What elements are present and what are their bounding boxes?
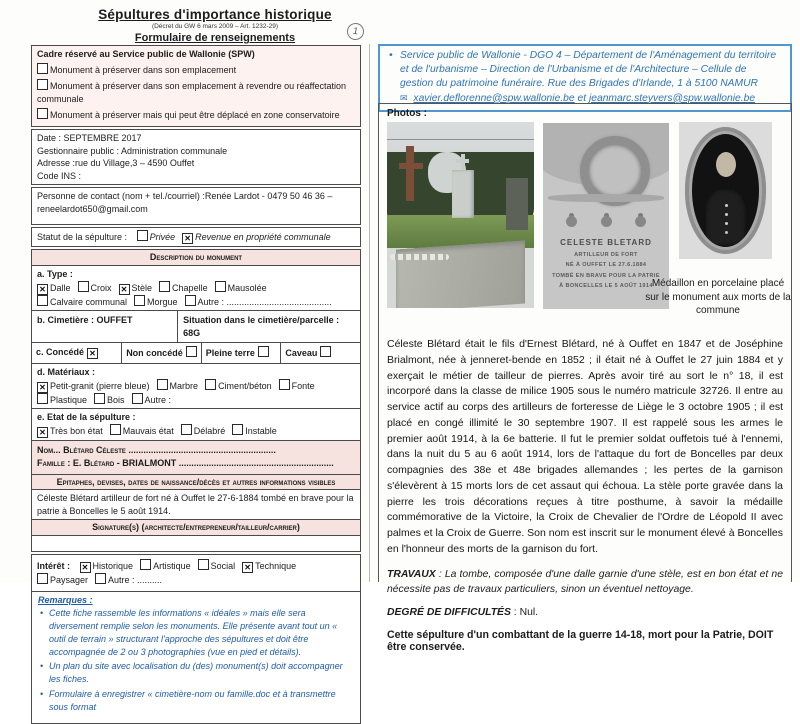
page-subtitle: (Décret du GW 6 mars 2009 – Art. 1232-29) xyxy=(151,23,279,30)
checkbox-option[interactable] xyxy=(37,108,355,122)
photos-area xyxy=(387,119,791,331)
checkbox-label: Autre : xyxy=(144,394,172,405)
info-line: Adresse :rue du Village,3 – 4590 Ouffet xyxy=(37,158,195,169)
checkbox-option[interactable] xyxy=(205,379,272,393)
checkbox-label: Social xyxy=(210,561,236,572)
checkbox-label: Monument à préserver dans son emplacement xyxy=(50,65,237,76)
checkbox-label: Chapelle xyxy=(172,282,208,293)
checkbox-option[interactable] xyxy=(279,379,315,393)
checkbox[interactable] xyxy=(157,379,168,390)
checkbox[interactable] xyxy=(132,393,143,404)
checkbox-option[interactable] xyxy=(140,559,191,573)
checkbox[interactable] xyxy=(185,295,196,306)
checkbox-option[interactable] xyxy=(157,379,199,393)
checkbox-label: Plastique xyxy=(50,394,88,405)
checkbox-option[interactable] xyxy=(37,79,355,105)
stone-scroll xyxy=(548,194,664,202)
checkbox-label: Morgue xyxy=(147,296,178,307)
checkbox[interactable]: ✕ xyxy=(80,562,91,573)
inscription-line: CELESTE BLETARD xyxy=(560,237,652,247)
medal-carving xyxy=(601,216,612,227)
checkbox-label: Instable xyxy=(245,425,277,436)
checkbox[interactable]: ✕ xyxy=(37,284,48,295)
checkbox-label: Autre : .......................................... xyxy=(197,296,332,307)
checkbox[interactable] xyxy=(205,379,216,390)
checkbox-option[interactable] xyxy=(37,425,103,438)
remarque-bullet: • Un plan du site avec localisation du (des) monument(s) doit accompagner les fiches. xyxy=(38,660,354,686)
checkbox[interactable] xyxy=(198,559,209,570)
checkbox-option[interactable] xyxy=(37,63,355,77)
contact-person-box xyxy=(31,187,361,225)
checkbox[interactable] xyxy=(320,346,331,357)
photo-stele xyxy=(452,170,474,218)
epitaphes-text: Céleste Blétard artilleur de fort né à Ouffet le 27-6-1884 tombé en brave pour la patrie à Boncelles le 5 août 1914. xyxy=(37,493,354,516)
checkbox-option[interactable] xyxy=(137,230,176,244)
checkbox-label: Technique xyxy=(255,561,297,572)
porcelain-medallion-photo xyxy=(679,122,772,259)
cimetiere-value: b. Cimetière : OUFFET xyxy=(32,311,178,342)
contact-person-text: Personne de contact (nom + tel./courriel) :Renée Lardot - 0479 50 46 36 – reneelardot650@gmail.com xyxy=(37,191,333,214)
remarque-bullet: • Formulaire à enregistrer « cimetière-nom ou famille.doc et à transmettre sous format xyxy=(38,688,354,714)
statut-options xyxy=(137,232,338,242)
checkbox-label: Dalle xyxy=(50,282,71,293)
type-label: a. Type : xyxy=(37,268,73,279)
etat-label: e. Etat de la sépulture : xyxy=(37,412,136,423)
epitaphes-header: Epitaphes, devises, dates de naissance/décès et autres informations visibles xyxy=(31,474,361,491)
remarque-bullet: • Cette fiche rassemble les informations « idéales » mais elle sera diversement remplie selon les monuments. Elle présente avant tout un « outil de terrain » structurant l'approche des sépultures et doit être accompagnée de 2 ou 3 photographies (vue en pied et détails). xyxy=(38,607,354,659)
checkbox-option[interactable] xyxy=(198,559,236,573)
page-title: Sépultures d'importance historique xyxy=(98,7,332,22)
checkbox[interactable]: ✕ xyxy=(37,382,48,393)
checkbox-label: Pleine terre xyxy=(205,348,255,359)
checkbox-label: Marbre xyxy=(169,380,199,391)
photo-stele-cross-arm xyxy=(456,159,469,163)
checkbox[interactable] xyxy=(134,295,145,306)
checkbox-label: Calvaire communal xyxy=(50,296,128,307)
checkbox-option[interactable] xyxy=(181,424,226,438)
checkbox-label: Petit-granit (pierre bleue) xyxy=(50,380,150,391)
photo-white-stones xyxy=(390,254,449,260)
checkbox-option[interactable] xyxy=(119,282,153,295)
checkbox-option[interactable] xyxy=(182,231,331,244)
checkbox-option[interactable] xyxy=(132,393,172,407)
checkbox-option[interactable] xyxy=(110,424,174,438)
epitaphes-text-box xyxy=(31,489,361,520)
checkbox[interactable] xyxy=(37,573,48,584)
photo-iron-cross xyxy=(406,146,414,201)
remarques-list xyxy=(38,607,354,713)
checkbox-option[interactable] xyxy=(134,295,178,309)
checkbox[interactable] xyxy=(37,79,48,90)
form-title: Formulaire de renseignements xyxy=(134,32,296,44)
checkbox[interactable]: ✕ xyxy=(242,562,253,573)
checkbox-label: Délabré xyxy=(193,425,226,436)
checkbox[interactable] xyxy=(159,281,170,292)
interet-options xyxy=(37,561,303,585)
checkbox[interactable]: ✕ xyxy=(182,233,193,244)
statut-box xyxy=(31,227,361,247)
checkbox-label: Historique xyxy=(92,561,134,572)
checkbox[interactable]: ✕ xyxy=(119,284,130,295)
remarques-box xyxy=(31,591,361,724)
checkbox[interactable]: ✕ xyxy=(87,348,98,359)
checkbox-option[interactable] xyxy=(280,343,360,363)
signature-header: Signature(s) (architecte/entrepreneur/tailleur/carrier) xyxy=(31,519,361,536)
email-icon: ✉ xyxy=(400,92,408,103)
checkbox-option[interactable] xyxy=(37,393,87,407)
family-name: Famille : E. Blétard - BRIALMONT .............................................................. xyxy=(37,458,334,469)
checkbox-label: c. Concédé xyxy=(36,347,85,358)
checkbox-label: Stèle xyxy=(131,282,153,293)
form-left-column xyxy=(31,46,361,724)
checkbox-label: Mausolée xyxy=(227,282,267,293)
etat-options xyxy=(37,424,355,438)
inscription-line: ARTILLEUR DE FORT xyxy=(574,251,638,258)
checkbox-option[interactable] xyxy=(121,343,201,363)
scan-fold-divider xyxy=(369,44,370,582)
medal-carving xyxy=(635,216,646,227)
checkbox-option[interactable] xyxy=(80,560,134,573)
checkbox-option[interactable] xyxy=(232,424,277,438)
info-line: Date : SEPTEMBRE 2017 xyxy=(37,132,142,143)
deceased-name: Nom... Blétard Céleste ........................................................... xyxy=(37,444,276,455)
checkbox-label: Non concédé xyxy=(126,348,183,359)
degre-label: DEGRÉ DE DIFFICULTÉS xyxy=(387,606,511,618)
photo-powerline xyxy=(387,139,534,140)
portrait-oval xyxy=(692,134,759,246)
checkbox-label: Mauvais état xyxy=(122,425,174,436)
type-options xyxy=(37,281,355,309)
soldier-face xyxy=(716,152,736,177)
checkbox-option[interactable] xyxy=(159,281,208,295)
checkbox[interactable] xyxy=(37,393,48,404)
checkbox-option[interactable] xyxy=(215,281,267,295)
degre-line xyxy=(387,607,783,618)
checkbox-label: Monument à préserver dans son emplacement à revendre ou réaffectation communale xyxy=(37,81,347,104)
email-separator: et xyxy=(577,92,587,104)
photo-iron-cross-arm xyxy=(399,163,423,169)
interet-row xyxy=(31,554,361,592)
checkbox[interactable] xyxy=(37,108,48,119)
checkbox-label: Artistique xyxy=(153,561,191,572)
checkbox-option[interactable] xyxy=(37,282,71,295)
photos-label: Photos : xyxy=(387,108,427,119)
checkbox[interactable]: ✕ xyxy=(37,427,48,438)
uniform-buttons xyxy=(725,204,728,207)
checkbox-option[interactable] xyxy=(37,380,150,393)
materiaux-row xyxy=(31,363,361,409)
checkbox-option[interactable] xyxy=(78,281,112,295)
checkbox-label: Croix xyxy=(90,282,112,293)
photo-grave-slab xyxy=(396,240,525,308)
cimetiere-row xyxy=(31,310,361,343)
page-number-badge: 1 xyxy=(345,21,365,41)
admin-info-box xyxy=(31,129,361,185)
checkbox-label: Ciment/béton xyxy=(218,380,272,391)
checkbox-option[interactable] xyxy=(185,295,332,309)
spw-address-text: • Service public de Wallonie - DGO 4 – Département de l'Aménagement du territoire et de l'urbanisme – Direction de l'Urbanisme et de l'Architecture – Cellule de gestion du patrimoine funéraire. Rue des Brigades d'Irlande, 1 à 5100 NAMUR xyxy=(388,49,782,91)
medal-carving xyxy=(566,216,577,227)
signature-empty-area xyxy=(31,535,361,552)
email-link-steyvers[interactable]: jeanmarc.steyvers@spw.wallonie.be xyxy=(588,92,756,104)
checkbox[interactable] xyxy=(140,559,151,570)
checkbox-label: Très bon état xyxy=(50,425,103,436)
name-family-box xyxy=(31,440,361,475)
checkbox[interactable] xyxy=(258,346,269,357)
soldier-uniform xyxy=(704,188,747,246)
degre-text: : Nul. xyxy=(510,606,539,618)
cemetery-photo xyxy=(387,122,534,308)
checkbox-label: Paysager xyxy=(50,575,89,586)
checkbox[interactable] xyxy=(181,424,192,435)
spw-contact-box xyxy=(378,44,792,112)
document-header xyxy=(60,7,370,44)
inscription-line: TOMBÉ EN BRAVE POUR LA PATRIE xyxy=(552,272,660,279)
conclusion-text: Cette sépulture d'un combattant de la guerre 14-18, mort pour la Patrie, DOIT être conservée. xyxy=(387,628,774,653)
etat-row xyxy=(31,408,361,441)
checkbox-option[interactable] xyxy=(95,573,162,587)
email-link-deflorenne[interactable]: xavier.deflorenne@spw.wallonie.be xyxy=(413,92,575,104)
spw-options xyxy=(37,63,355,121)
medallion-caption: Médaillon en porcelaine placé sur le monument aux morts de la commune xyxy=(645,278,791,316)
spw-box-title: Cadre réservé au Service public de Wallonie (SPW) xyxy=(37,49,255,59)
spw-reserved-box xyxy=(31,45,361,127)
photos-and-history-box xyxy=(378,103,792,653)
concession-row xyxy=(31,342,361,364)
checkbox-label: Autre : .......... xyxy=(108,575,163,586)
checkbox[interactable] xyxy=(37,295,48,306)
materiaux-label: d. Matériaux : xyxy=(37,366,96,377)
parcelle-value: Situation dans le cimetière/parcelle : 68G xyxy=(183,315,340,338)
travaux-label: TRAVAUX xyxy=(387,568,436,580)
remarques-title: Remarques : xyxy=(38,594,93,605)
checkbox[interactable] xyxy=(186,346,197,357)
statut-label: Statut de la sépulture : xyxy=(37,232,128,243)
info-line: Code INS : xyxy=(37,170,82,181)
checkbox-label: Fonte xyxy=(291,380,315,391)
materiaux-options xyxy=(37,379,355,407)
checkbox-option[interactable] xyxy=(242,560,296,573)
checkbox[interactable] xyxy=(215,281,226,292)
interet-label: Intérêt : xyxy=(37,561,71,572)
admin-info-lines xyxy=(37,132,355,182)
biography-paragraph: Céleste Blétard était le fils d'Ernest Blétard, né à Ouffet en 1847 et de Joséphine Brialmont, née à jenneret-bende en 1852 ; il était né à Ouffet le 27 juin 1884 et y exerçait le métier de tailleur de pierres. Après avoir tiré au sort le n° 18, il est incorporé dans la classe de milice 1905 sous le numéro matricule 32726. Il entre au service actif au corps des artilleurs de forteresse de Liège le 3 octobre 1905 ; il est placé en congé illimité le 30 septembre 1907. Il est rappelé sous les armes le premier août 1914, à la 6e batterie. Il fut le premier soldat ouffetois tué à l'ennemi, dans la nuit du 5 au 6 août 1914, lors de l'attaque du fort de Boncelles par deux compagnies des 38e et 48e brigades allemandes ; les pertes de la garnison s'élevèrent à 15 morts lors de cet assaut qui échoua. La stèle porte gravée dans la pierre les trois décorations reçues à titre posthume, à savoir la médaille commémorative de la Victoire, la Croix de Chevalier de l'Ordre de Léopold II avec palmes et la Croix de Guerre. Son nom est inscrit sur le monument élevé à Boncelles en l'honneur des morts de la garnison du fort. xyxy=(387,338,783,555)
checkbox[interactable] xyxy=(95,573,106,584)
checkbox-label: Bois xyxy=(107,394,125,405)
checkbox-option[interactable] xyxy=(32,343,121,363)
checkbox-option[interactable] xyxy=(94,393,125,407)
inscription-line: À BONCELLES LE 5 AOÛT 1914 xyxy=(559,283,653,290)
inscription-line: NÉ À OUFFET LE 27.6.1884 xyxy=(565,262,647,269)
checkbox[interactable] xyxy=(137,230,148,241)
checkbox[interactable] xyxy=(110,424,121,435)
checkbox-label: Caveau xyxy=(285,348,318,359)
checkbox-label: Monument à préserver mais qui peut être déplacé en zone conservatoire xyxy=(50,109,340,120)
info-line: Gestionnaire public : Administration communale xyxy=(37,145,228,156)
carved-medals xyxy=(543,216,669,227)
travaux-text: : La tombe, composée d'une dalle garnie d'une stèle, est en bon état et ne nécessite pas de travaux particuliers, sinon un éventuel nettoyage. xyxy=(387,568,783,595)
checkbox-option[interactable] xyxy=(37,573,88,587)
checkbox[interactable] xyxy=(37,63,48,74)
checkbox-option[interactable] xyxy=(37,295,127,309)
checkbox[interactable] xyxy=(232,424,243,435)
checkbox[interactable] xyxy=(94,393,105,404)
checkbox-label: Privée xyxy=(149,232,176,243)
type-row xyxy=(31,265,361,311)
photo-dark-stone xyxy=(506,178,528,230)
checkbox[interactable] xyxy=(279,379,290,390)
checkbox-option[interactable] xyxy=(201,343,281,363)
checkbox-label: Revenue en propriété communale xyxy=(195,232,331,243)
description-section-header: Description du monument xyxy=(31,249,361,266)
checkbox[interactable] xyxy=(78,281,89,292)
